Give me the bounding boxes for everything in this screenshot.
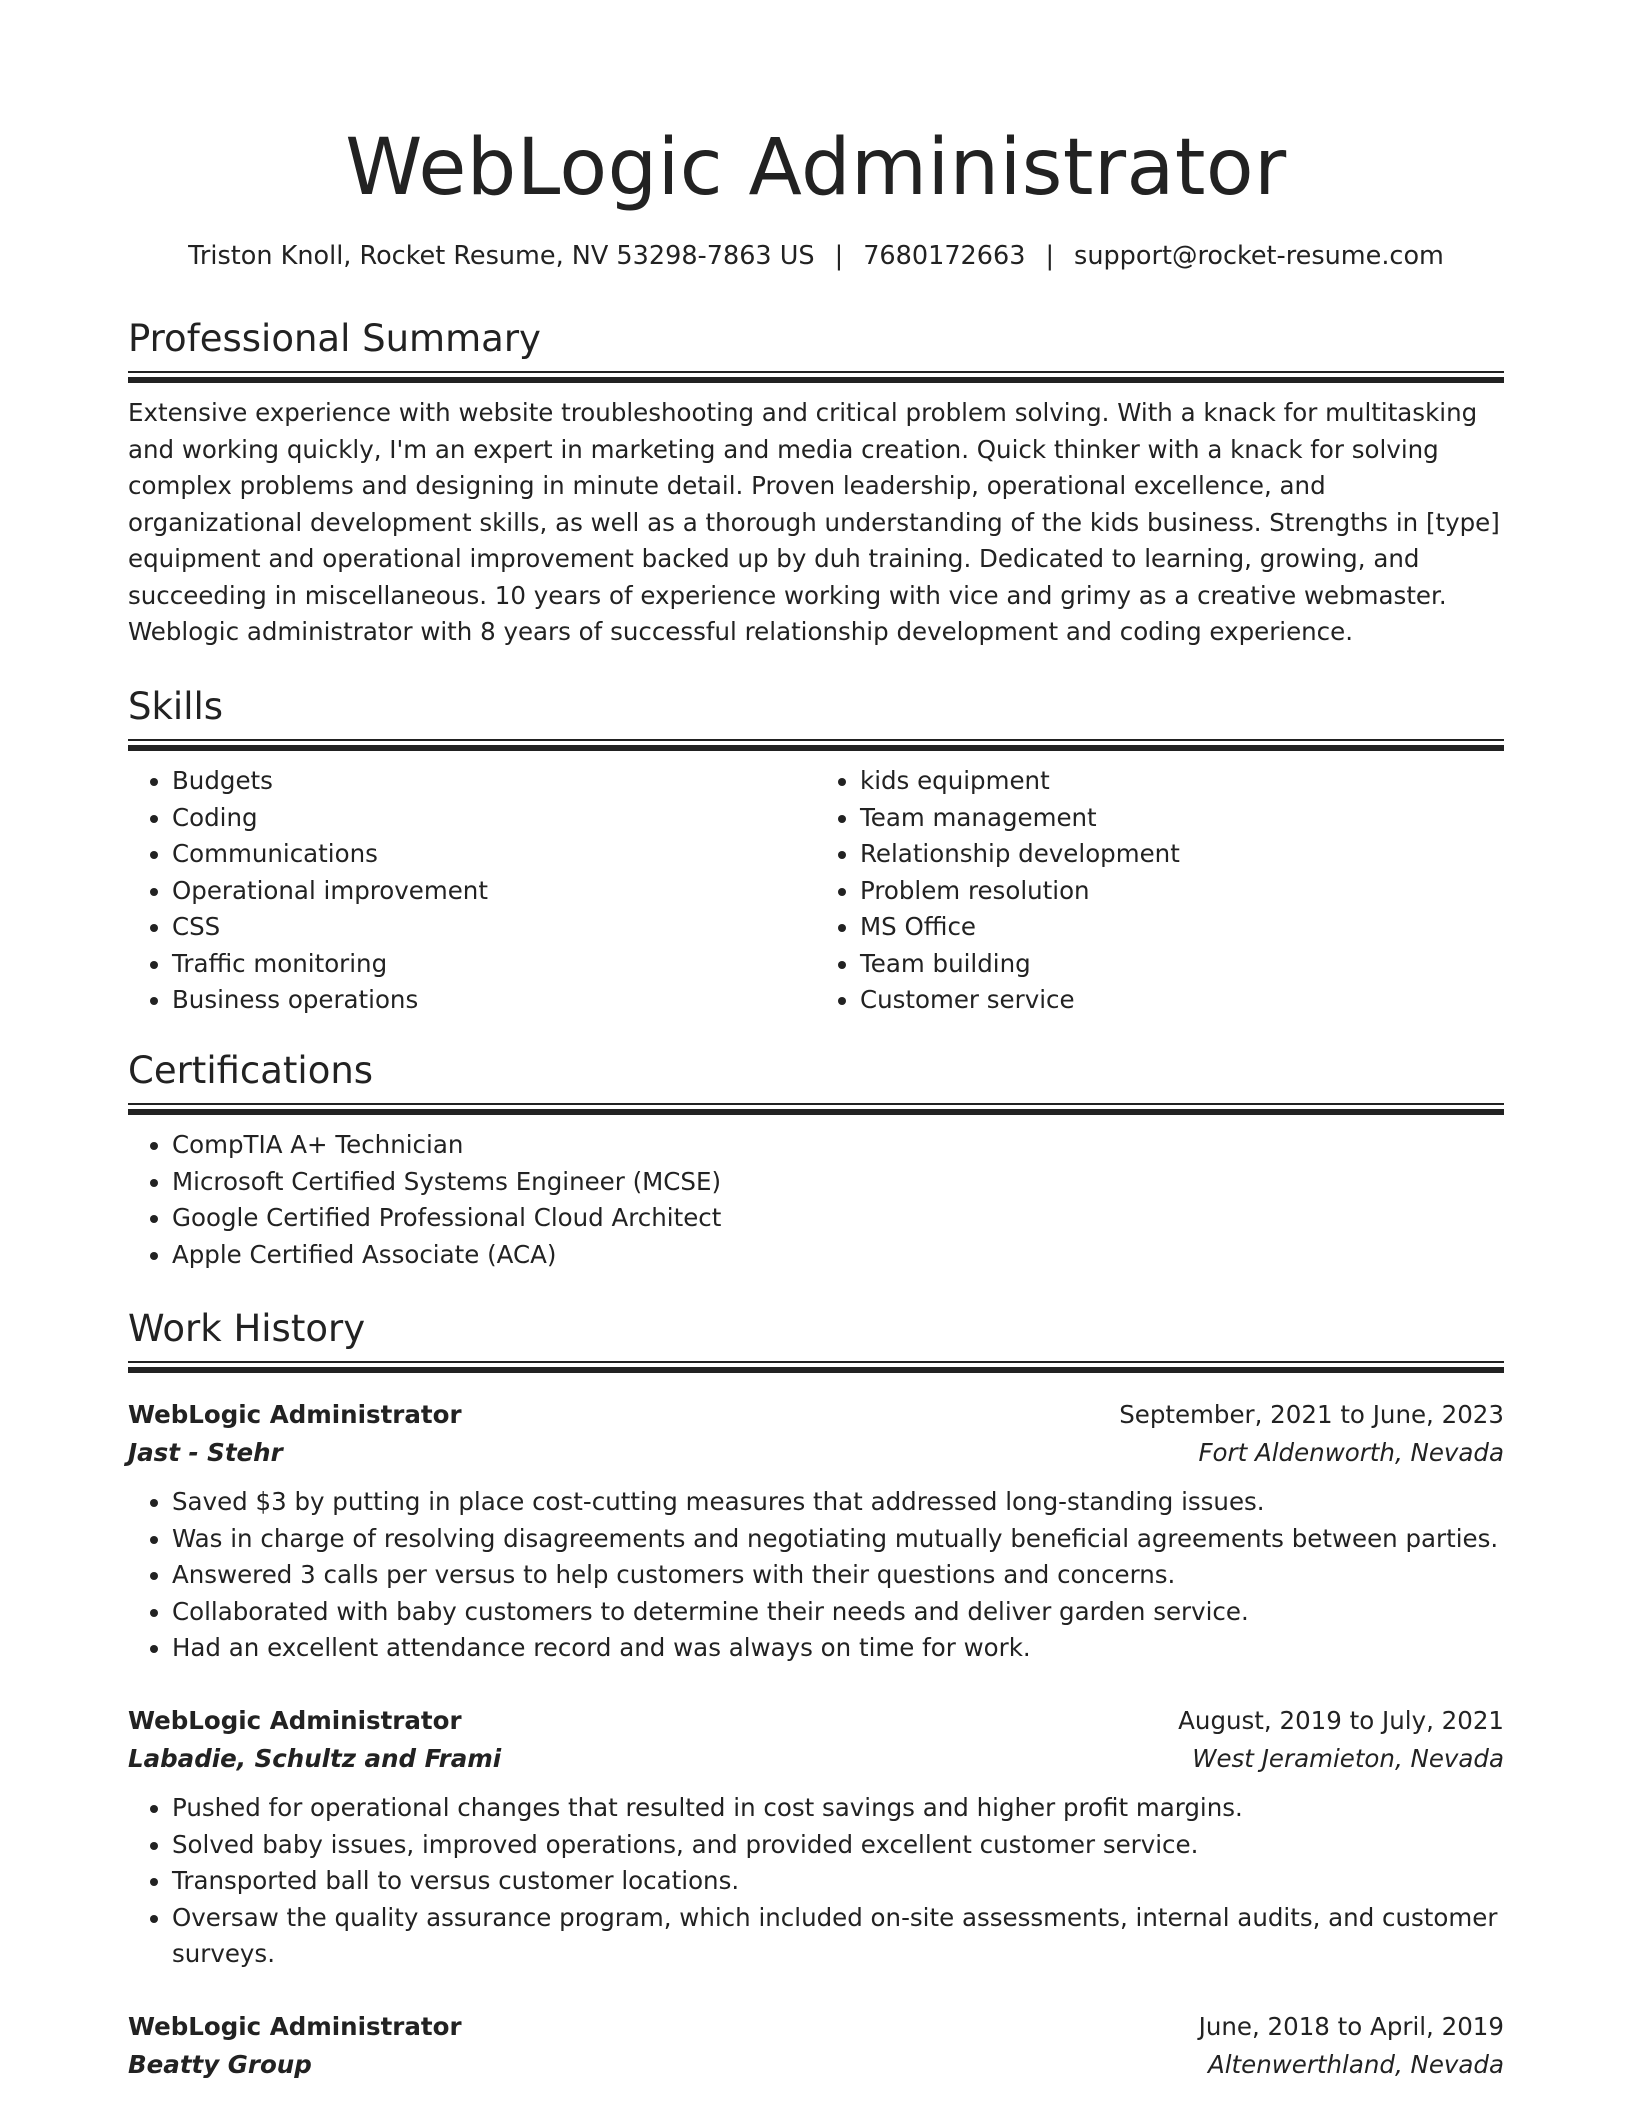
skill-item: • kids equipment bbox=[860, 763, 1504, 800]
certifications-list bbox=[128, 1127, 1504, 1273]
section-divider bbox=[128, 371, 1504, 385]
job-location: Altenwerthland, Nevada bbox=[1207, 2050, 1504, 2079]
job-title: WebLogic Administrator bbox=[128, 1400, 462, 1429]
section-divider bbox=[128, 1361, 1504, 1375]
skill-item: • Team management bbox=[860, 800, 1504, 837]
job-bullets bbox=[128, 1484, 1504, 1667]
resume-name: WebLogic Administrator bbox=[345, 123, 1287, 213]
skill-item: • Customer service bbox=[860, 982, 1504, 1019]
job-bullet: • Saved $3 by putting in place cost-cutting measures that addressed long-standing issues. bbox=[172, 1484, 1504, 1521]
skills-grid bbox=[128, 763, 1504, 1019]
job-company: Labadie, Schultz and Frami bbox=[128, 1744, 502, 1773]
contact-email: support@rocket-resume.com bbox=[1074, 241, 1444, 271]
skills-right-list bbox=[816, 763, 1504, 1019]
job-entry bbox=[128, 1702, 1504, 1973]
skill-item: • Business operations bbox=[172, 982, 816, 1019]
job-subheader-row bbox=[128, 1740, 1504, 1778]
certifications-heading: Certifications bbox=[128, 1049, 374, 1092]
job-location: West Jeramieton, Nevada bbox=[1192, 1744, 1504, 1773]
work-history-heading: Work History bbox=[128, 1307, 366, 1350]
section-divider bbox=[128, 1103, 1504, 1117]
job-company: Jast - Stehr bbox=[128, 1438, 283, 1467]
skill-item: • Operational improvement bbox=[172, 873, 816, 910]
certifications-section bbox=[128, 1047, 1504, 1273]
contact-line bbox=[128, 238, 1504, 274]
job-dates: September, 2021 to June, 2023 bbox=[1119, 1400, 1504, 1429]
contact-phone: 7680172663 bbox=[863, 241, 1026, 271]
summary-section bbox=[128, 315, 1504, 651]
certification-item: • Google Certified Professional Cloud Architect bbox=[172, 1200, 1504, 1237]
job-bullet: • Oversaw the quality assurance program, which included on-site assessments, internal audits, and customer surveys. bbox=[172, 1900, 1504, 1973]
job-dates: June, 2018 to April, 2019 bbox=[1198, 2012, 1504, 2041]
job-company: Beatty Group bbox=[128, 2050, 312, 2079]
job-bullet: • Was in charge of resolving disagreements and negotiating mutually beneficial agreements between parties. bbox=[172, 1521, 1504, 1558]
job-location: Fort Aldenworth, Nevada bbox=[1198, 1438, 1504, 1467]
skill-item: • MS Office bbox=[860, 909, 1504, 946]
skill-item: • CSS bbox=[172, 909, 816, 946]
skill-item: • Budgets bbox=[172, 763, 816, 800]
contact-separator: | bbox=[834, 241, 844, 271]
contact-address: Triston Knoll, Rocket Resume, NV 53298-7863 US bbox=[188, 241, 815, 271]
section-divider bbox=[128, 739, 1504, 753]
summary-text: Extensive experience with website troubleshooting and critical problem solving. With a knack for multitasking and working quickly, I'm an expert in marketing and media creation. Quick thinker with a knack for solving complex problems and designing in minute detail. Proven leadership, operational excellence, and organizational development skills, as well as a thorough understanding of the kids business. Strengths in [type] equipment and operational improvement backed up by duh training. Dedicated to learning, growing, and succeeding in miscellaneous. 10 years of experience working with vice and grimy as a creative webmaster. Weblogic administrator with 8 years of successful relationship development and coding experience. bbox=[128, 398, 1500, 646]
certification-item: • Apple Certified Associate (ACA) bbox=[172, 1237, 1504, 1274]
job-bullet: • Transported ball to versus customer locations. bbox=[172, 1863, 1504, 1900]
job-subheader-row bbox=[128, 2046, 1504, 2084]
job-subheader-row bbox=[128, 1434, 1504, 1472]
job-bullet: • Had an excellent attendance record and was always on time for work. bbox=[172, 1630, 1504, 1667]
job-bullets bbox=[128, 1790, 1504, 1973]
job-bullet: • Answered 3 calls per versus to help customers with their questions and concerns. bbox=[172, 1557, 1504, 1594]
skills-left-list bbox=[128, 763, 816, 1019]
job-dates: August, 2019 to July, 2021 bbox=[1178, 1706, 1504, 1735]
certification-item: • Microsoft Certified Systems Engineer (MCSE) bbox=[172, 1164, 1504, 1201]
work-history-section bbox=[128, 1305, 1504, 1375]
job-bullet: • Solved baby issues, improved operations, and provided excellent customer service. bbox=[172, 1827, 1504, 1864]
skill-item: • Communications bbox=[172, 836, 816, 873]
job-title: WebLogic Administrator bbox=[128, 2012, 462, 2041]
job-header-row bbox=[128, 2008, 1504, 2046]
contact-separator: | bbox=[1045, 241, 1055, 271]
job-title: WebLogic Administrator bbox=[128, 1706, 462, 1735]
job-header-row bbox=[128, 1702, 1504, 1740]
skill-item: • Team building bbox=[860, 946, 1504, 983]
job-entry bbox=[128, 2008, 1504, 2084]
job-bullet: • Pushed for operational changes that resulted in cost savings and higher profit margins. bbox=[172, 1790, 1504, 1827]
job-entry bbox=[128, 1396, 1504, 1667]
skill-item: • Traffic monitoring bbox=[172, 946, 816, 983]
skills-heading: Skills bbox=[128, 685, 224, 728]
job-bullet: • Collaborated with baby customers to determine their needs and deliver garden service. bbox=[172, 1594, 1504, 1631]
skills-section bbox=[128, 683, 1504, 1019]
certification-item: • CompTIA A+ Technician bbox=[172, 1127, 1504, 1164]
skill-item: • Problem resolution bbox=[860, 873, 1504, 910]
skill-item: • Coding bbox=[172, 800, 816, 837]
skill-item: • Relationship development bbox=[860, 836, 1504, 873]
job-header-row bbox=[128, 1396, 1504, 1434]
summary-heading: Professional Summary bbox=[128, 317, 541, 360]
